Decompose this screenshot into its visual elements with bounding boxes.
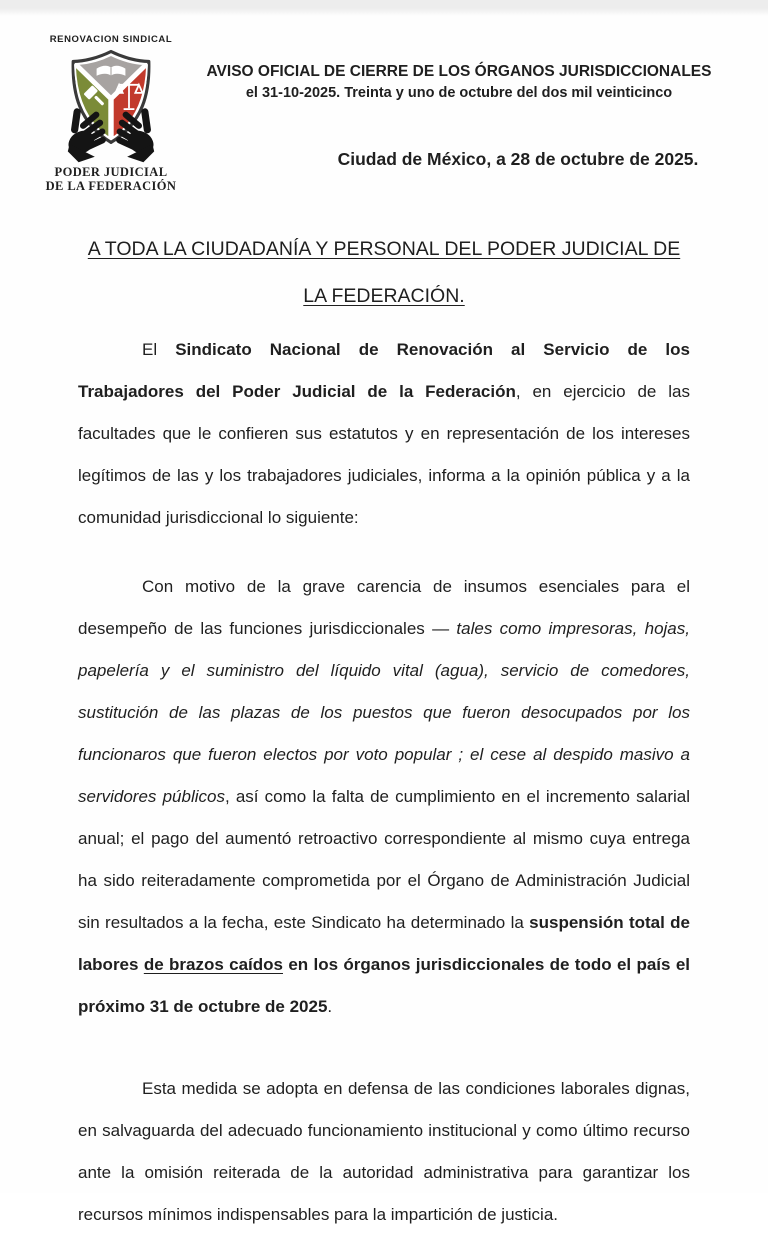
document-header bbox=[36, 34, 732, 194]
logo-top-text: RENOVACION SINDICAL bbox=[49, 34, 173, 45]
text-segment: El bbox=[142, 340, 176, 360]
logo-bottom-line2: DE LA FEDERACIÓN bbox=[45, 179, 177, 194]
document-body bbox=[36, 226, 732, 1236]
shield-emblem-icon bbox=[48, 47, 174, 164]
paragraph bbox=[78, 566, 690, 1028]
text-segment: de brazos caídos bbox=[143, 955, 283, 975]
text-segment: en los órganos jurisdiccionales de todo el país el próximo 31 de octubre de 2025 bbox=[78, 955, 690, 1017]
text-segment: Sindicato Nacional de Renovación al Servicio de los Trabajadores del Poder Judicial de la Federación bbox=[78, 340, 690, 402]
union-logo bbox=[36, 34, 186, 194]
addressee-heading bbox=[78, 226, 690, 320]
paragraph bbox=[78, 329, 690, 539]
text-segment: . bbox=[327, 997, 333, 1017]
paragraphs-container bbox=[78, 329, 690, 1236]
paragraph bbox=[78, 1068, 690, 1236]
text-segment: , en ejercicio de las facultades que le confieren sus estatutos y en representación de los intereses legítimos de las y los trabajadores judiciales, informa a la opinión pública y a la comunidad jurisdiccional lo siguiente: bbox=[78, 382, 690, 528]
text-segment: , así como la falta de cumplimiento en el incremento salarial anual; el pago del aumentó retroactivo correspondiente al mismo cuya entrega ha sido reiteradamente comprometida por el Órgano de Administración Judicial sin resultados a la fecha, este Sindicato ha determinado la bbox=[78, 787, 691, 933]
logo-bottom-line1: PODER JUDICIAL bbox=[54, 165, 168, 179]
addressee-heading-line1: A TODA LA CIUDADANÍA Y PERSONAL DEL PODER JUDICIAL DE bbox=[87, 237, 681, 260]
title-line-2: el 31-10-2025. Treinta y uno de octubre del dos mil veinticinco bbox=[245, 85, 673, 102]
text-segment: Esta medida se adopta en defensa de las condiciones laborales dignas, en salvaguarda del adecuado funcionamiento institucional y como último recurso ante la omisión reiterada de la autoridad administrativa para garantizar los recursos mínimos indispensables para la impartición de justicia. bbox=[78, 1079, 690, 1225]
logo-bottom-text bbox=[36, 165, 186, 194]
dateline: Ciudad de México, a 28 de octubre de 2025. bbox=[337, 149, 699, 169]
addressee-heading-line2: LA FEDERACIÓN. bbox=[303, 284, 465, 307]
text-segment: suspensión total de labores bbox=[78, 913, 690, 975]
text-segment: Con motivo de la grave carencia de insumos esenciales para el desempeño de las funciones jurisdiccionales — bbox=[78, 577, 690, 639]
document-title bbox=[186, 60, 732, 105]
title-line-1: AVISO OFICIAL DE CIERRE DE LOS ÓRGANOS JURISDICCIONALES bbox=[206, 63, 712, 80]
text-segment: tales como impresoras, hojas, papelería y el suministro del líquido vital (agua), servicio de comedores, sustitución de las plazas de los puestos que fueron desocupados por los funcionaros que fueron electos por voto popular ; el cese al despido masivo a servidores públicos bbox=[78, 619, 690, 807]
header-text-block bbox=[186, 34, 732, 170]
